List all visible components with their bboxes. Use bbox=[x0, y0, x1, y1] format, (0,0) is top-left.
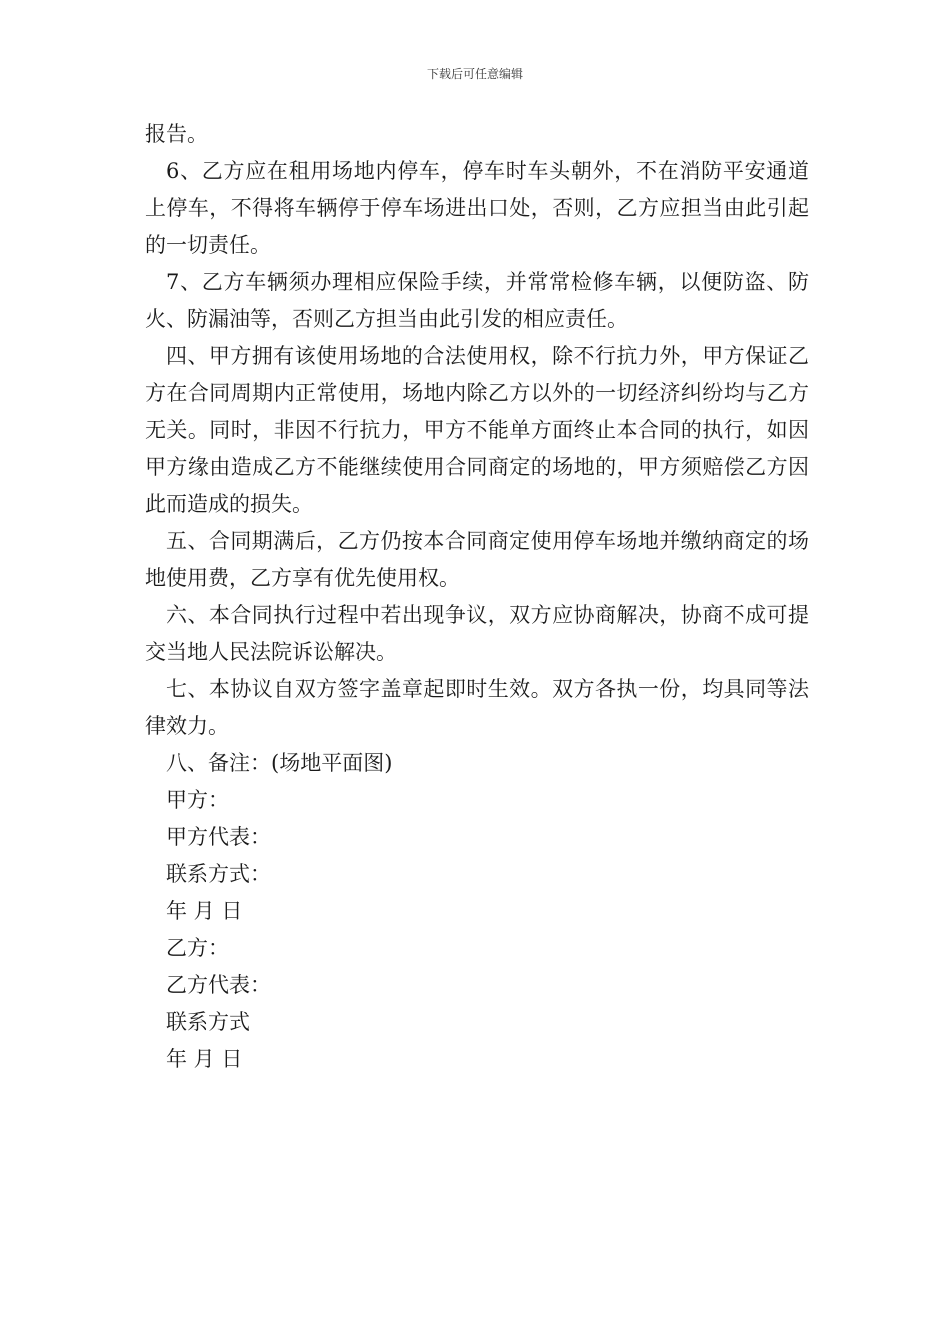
paragraph-section-5: 五、合同期满后，乙方仍按本合同商定使用停车场地并缴纳商定的场地使用费，乙方享有优先使用权。 bbox=[145, 529, 809, 590]
party-b-label: 乙方： bbox=[166, 936, 229, 960]
page-header: 下载后可任意编辑 bbox=[426, 67, 523, 81]
party-b-date-label: 年 月 日 bbox=[166, 1047, 243, 1071]
paragraph-section-4: 四、甲方拥有该使用场地的合法使用权，除不行抗力外，甲方保证乙方在合同周期内正常使用，场地内除乙方以外的一切经济纠纷均与乙方无关。同时，非因不行抗力，甲方不能单方面终止本合同的执行，如因甲方缘由造成乙方不能继续使用合同商定的场地的，甲方须赔偿乙方因此而造成的损失。 bbox=[145, 344, 809, 516]
paragraph-section-6: 六、本合同执行过程中若出现争议，双方应协商解决，协商不成可提交当地人民法院诉讼解决。 bbox=[145, 603, 809, 664]
paragraph-section-7: 七、本协议自双方签字盖章起即时生效。双方各执一份，均具同等法律效力。 bbox=[145, 677, 809, 738]
party-a-rep-label: 甲方代表： bbox=[166, 825, 271, 849]
party-a-contact-label: 联系方式： bbox=[166, 862, 271, 886]
party-b-contact-label: 联系方式 bbox=[166, 1010, 250, 1034]
paragraph-clause-7: 7、乙方车辆须办理相应保险手续，并常常检修车辆，以便防盗、防火、防漏油等，否则乙方担当由此引发的相应责任。 bbox=[145, 270, 809, 331]
signature-block bbox=[145, 782, 809, 1078]
paragraph-report-end: 报告。 bbox=[145, 122, 208, 146]
paragraph-section-8-remarks: 八、备注：(场地平面图) bbox=[166, 751, 393, 775]
party-a-date-label: 年 月 日 bbox=[166, 899, 243, 923]
party-b-rep-label: 乙方代表： bbox=[166, 973, 271, 997]
paragraph-clause-6: 6、乙方应在租用场地内停车，停车时车头朝外，不在消防平安通道上停车，不得将车辆停于停车场进出口处，否则，乙方应担当由此引起的一切责任。 bbox=[145, 159, 809, 257]
party-a-label: 甲方： bbox=[166, 788, 229, 812]
contract-body bbox=[145, 116, 809, 1078]
